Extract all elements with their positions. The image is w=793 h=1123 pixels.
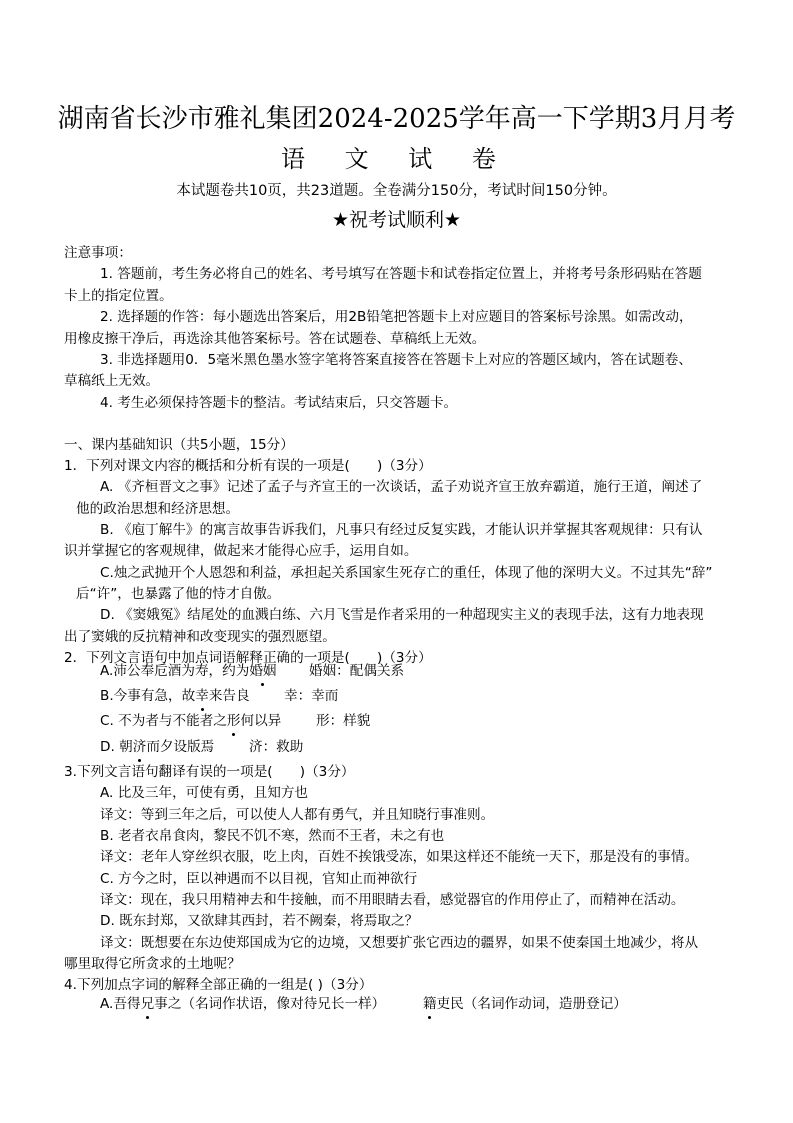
q2-option-c: [100, 711, 281, 731]
q3-option-d-translation-cont: 哪里取得它所贪求的土地呢？: [64, 956, 241, 972]
q2-b-gloss: 幸：幸而: [284, 688, 339, 704]
question-2-stem: 2．下列文言语句中加点词语解释正确的一项是( )（3分）: [64, 650, 432, 666]
q2-d-gloss: 济：救助: [249, 739, 304, 755]
q4-option-a-second: [423, 994, 627, 1014]
notice-line: 1. 答题前，考生务必将自己的姓名、考号填写在答题卡和试卷指定位置上，并将考号条形码贴在答题: [100, 266, 702, 282]
q3-option-a-translation: 译文：等到三年之后，可以使人人都有勇气，并且知晓行事准则。: [100, 807, 495, 823]
notice-line: 卡上的指定位置。: [64, 288, 173, 304]
q2-b-text-post: 来告良: [208, 688, 250, 704]
exam-info: 本试题卷共10页，共23道题。全卷满分150分，考试时间150分钟。: [176, 183, 617, 199]
q2-b-text: B.今事有急，故: [100, 688, 196, 704]
exam-subject: 语 文 试 卷: [281, 145, 512, 173]
q2-b-dotted-word: 幸: [195, 688, 209, 704]
q2-d-dotted-word: 济: [132, 739, 147, 755]
q2-c-text-post: 何以异: [240, 713, 282, 729]
q2-c-text: C. 不为者与不能者之: [100, 713, 227, 729]
section-heading: 一、课内基础知识（共5小题，15分）: [64, 437, 294, 453]
question-4-stem: 4.下列加点字词的解释全部正确的一组是( )（3分）: [64, 977, 373, 993]
q3-option-d-translation: 译文：既想要在东边使郑国成为它的边境，又想要扩张它西边的疆界，如果不使秦国土地减少，将从: [100, 935, 699, 951]
q3-option-d: D. 既东封郑，又欲肆其西封，若不阙秦，将焉取之？: [100, 913, 419, 929]
q1-option-a-cont: 他的政治思想和经济思想。: [76, 501, 240, 517]
q2-option-b: [100, 686, 250, 706]
q1-option-c-cont: 后“许”，也暴露了他的恃才自傲。: [76, 586, 281, 602]
q2-c-gloss: 形：样貌: [316, 713, 371, 729]
notice-heading: 注意事项：: [64, 245, 132, 261]
q3-option-a: A. 比及三年，可使有勇，且知方也: [100, 785, 309, 801]
q3-option-c: C. 方今之时，臣以神遇而不以目视，官知止而神欲行: [100, 871, 418, 887]
q1-option-c: C.烛之武抛开个人恩怨和利益，承担起关系国家生死存亡的重任，体现了他的深明大义。不过其先“辞”: [100, 565, 713, 581]
good-luck-banner: ★祝考试顺利★: [331, 209, 462, 231]
q4-a-dotted-word: 兄: [140, 996, 155, 1012]
q2-a-gloss: 婚姻：配偶关系: [309, 663, 405, 679]
q4-a-text: A.吾得: [100, 996, 141, 1012]
notice-line: 3. 非选择题用0．5毫米黑色墨水签字笔将答案直接答在答题卡上对应的答题区域内，答在试题卷、: [100, 352, 692, 368]
q1-option-d: D. 《窦娥冤》结尾处的血溅白练、六月飞雪是作者采用的一种超现实主义的表现手法，这有力地表现: [100, 607, 704, 623]
q2-a-text: A.沛公奉卮酒为寿，约为: [100, 663, 250, 679]
q4-a-text-post: 事之（名词作状语，像对待兄长一样）: [154, 996, 386, 1012]
q3-option-b-translation: 译文：老年人穿丝织衣服，吃上肉，百姓不挨饿受冻，如果这样还不能统一天下，那是没有的事情。: [100, 849, 699, 865]
question-3-stem: 3.下列文言语句翻译有误的一项是( )（3分）: [64, 764, 355, 780]
q1-option-b-cont: 识并掌握它的客观规律，做起来才能得心应手，运用自如。: [64, 543, 418, 559]
q1-option-a: A. 《齐桓晋文之事》记述了孟子与齐宣王的一次谈话，孟子劝说齐宣王放弃霸道，施行王道，阐述了: [100, 479, 703, 495]
q2-option-a: [100, 661, 277, 681]
q3-option-b: B. 老者衣帛食肉，黎民不饥不寒，然而不王者，未之有也: [100, 828, 445, 844]
q2-d-text-post: 而夕设版焉: [146, 739, 215, 755]
q1-option-d-cont: 出了窦娥的反抗精神和改变现实的强烈愿望。: [64, 629, 336, 645]
q4-a2-dotted-word: 籍: [423, 996, 437, 1012]
q4-a2-text-post: 吏民（名词作动词，造册登记）: [436, 996, 627, 1012]
q3-option-c-translation: 译文：现在，我只用精神去和牛接触，而不用眼睛去看，感觉器官的作用停止了，而精神在活动。: [100, 892, 685, 908]
q2-a-dotted-word: 婚姻: [249, 663, 277, 679]
q2-d-text: D. 朝: [100, 739, 133, 755]
notice-line: 2. 选择题的作答：每小题选出答案后，用2B铅笔把答题卡上对应题目的答案标号涂黑。如需改动，: [100, 309, 693, 325]
notice-line: 4. 考生必须保持答题卡的整洁。考试结束后，只交答题卡。: [100, 395, 458, 411]
notice-line: 草稿纸上无效。: [64, 373, 160, 389]
q1-option-b: B. 《庖丁解牛》的寓言故事告诉我们，凡事只有经过反复实践，才能认识并掌握其客观规律：只有认: [100, 522, 703, 538]
q2-c-dotted-word: 形: [226, 713, 241, 729]
notice-line: 用橡皮擦干净后，再选涂其他答案标号。答在试题卷、草稿纸上无效。: [64, 331, 486, 347]
exam-title: 湖南省长沙市雅礼集团2024-2025学年高一下学期3月月考: [57, 104, 736, 134]
question-1-stem: 1．下列对课文内容的概括和分析有误的一项是( )（3分）: [64, 458, 432, 474]
q2-option-d: [100, 737, 214, 757]
q4-option-a: [100, 994, 385, 1014]
